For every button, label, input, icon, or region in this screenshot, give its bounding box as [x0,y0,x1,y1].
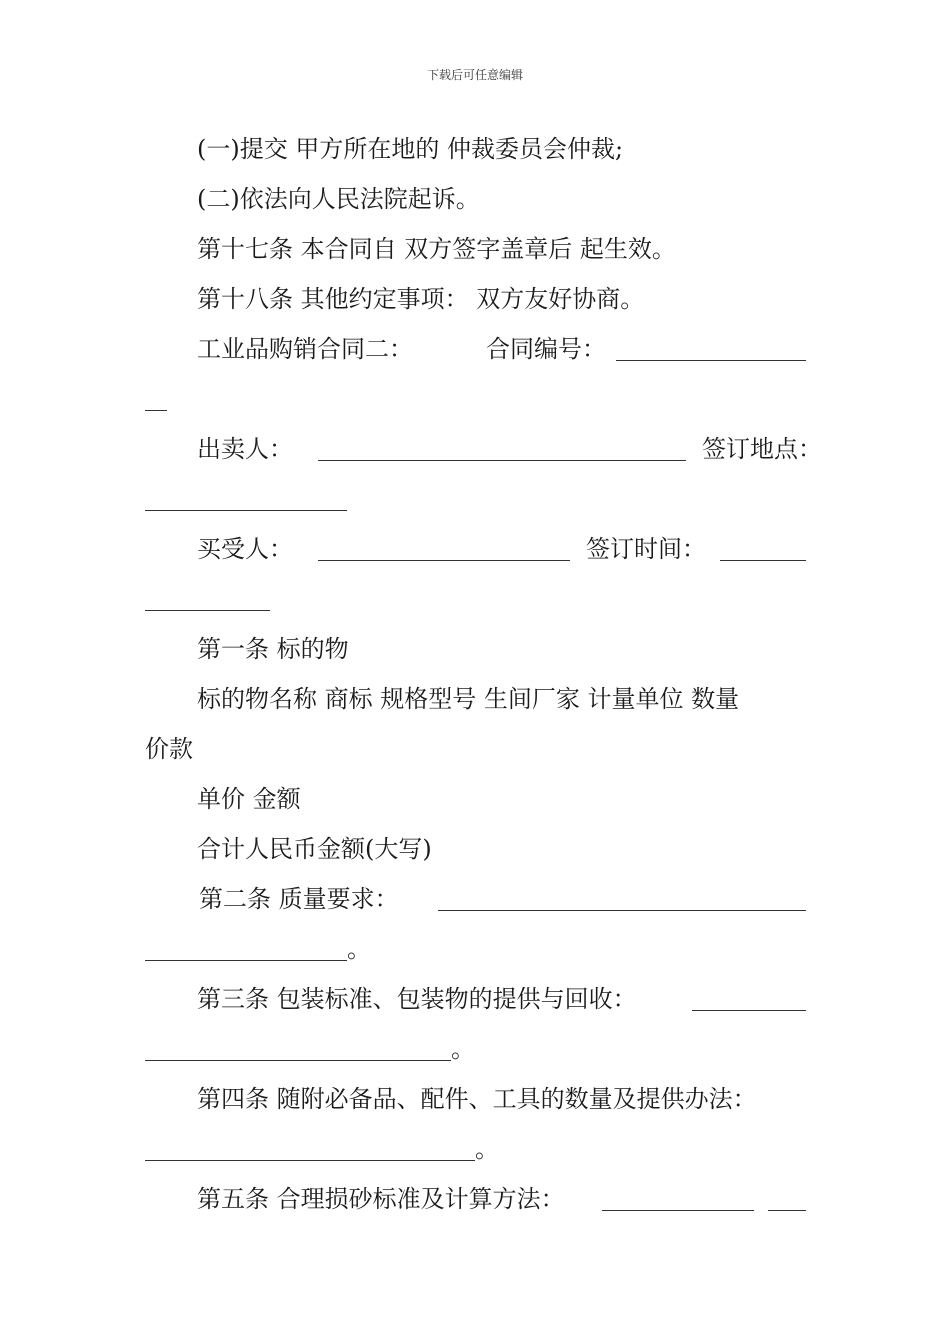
sign-time-blank-cont [145,610,270,611]
quality-period: 。 [347,935,371,963]
contract-number-blank [616,360,806,361]
seller-blank [318,460,686,461]
subject-columns-cont: 价款 [145,735,193,763]
contract-number-label: 合同编号： [486,335,606,363]
sign-place-label: 签订地点： [702,435,822,463]
clause-litigation: (二)依法向人民法院起诉。 [197,185,480,213]
packaging-blank [692,1010,806,1011]
accessories-blank [145,1160,475,1161]
sign-time-label: 签订时间： [586,535,706,563]
packaging-blank-cont [145,1060,451,1061]
packaging-period: 。 [451,1035,475,1063]
buyer-label: 买受人： [197,535,293,563]
quality-blank-cont [145,960,347,961]
contract-number-blank-cont [145,410,167,411]
page-header: 下载后可任意编辑 [426,68,523,82]
sign-time-blank [720,560,806,561]
clause-arbitration: (一)提交 甲方所在地的 仲裁委员会仲裁; [197,135,624,163]
buyer-blank [318,560,570,561]
total-amount: 合计人民币金额(大写) [197,835,432,863]
seller-label: 出卖人： [197,435,293,463]
sign-place-blank [145,510,347,511]
article-2: 第二条 质量要求： [199,885,399,913]
quality-blank [438,910,806,911]
article-4: 第四条 随附必备品、配件、工具的数量及提供办法： [197,1085,757,1113]
loss-standard-blank [602,1210,754,1211]
article-18: 第十八条 其他约定事项： 双方友好协商。 [197,285,645,313]
accessories-period: 。 [475,1135,499,1163]
article-1: 第一条 标的物 [197,635,349,663]
contract-title: 工业品购销合同二： [197,335,413,363]
price-columns: 单价 金额 [197,785,301,813]
article-3: 第三条 包装标准、包装物的提供与回收： [197,985,637,1013]
subject-columns: 标的物名称 商标 规格型号 生间厂家 计量单位 数量 [197,685,740,713]
article-5: 第五条 合理损砂标准及计算方法： [197,1185,565,1213]
article-17: 第十七条 本合同自 双方签字盖章后 起生效。 [197,235,676,263]
loss-standard-blank-2 [768,1210,806,1211]
